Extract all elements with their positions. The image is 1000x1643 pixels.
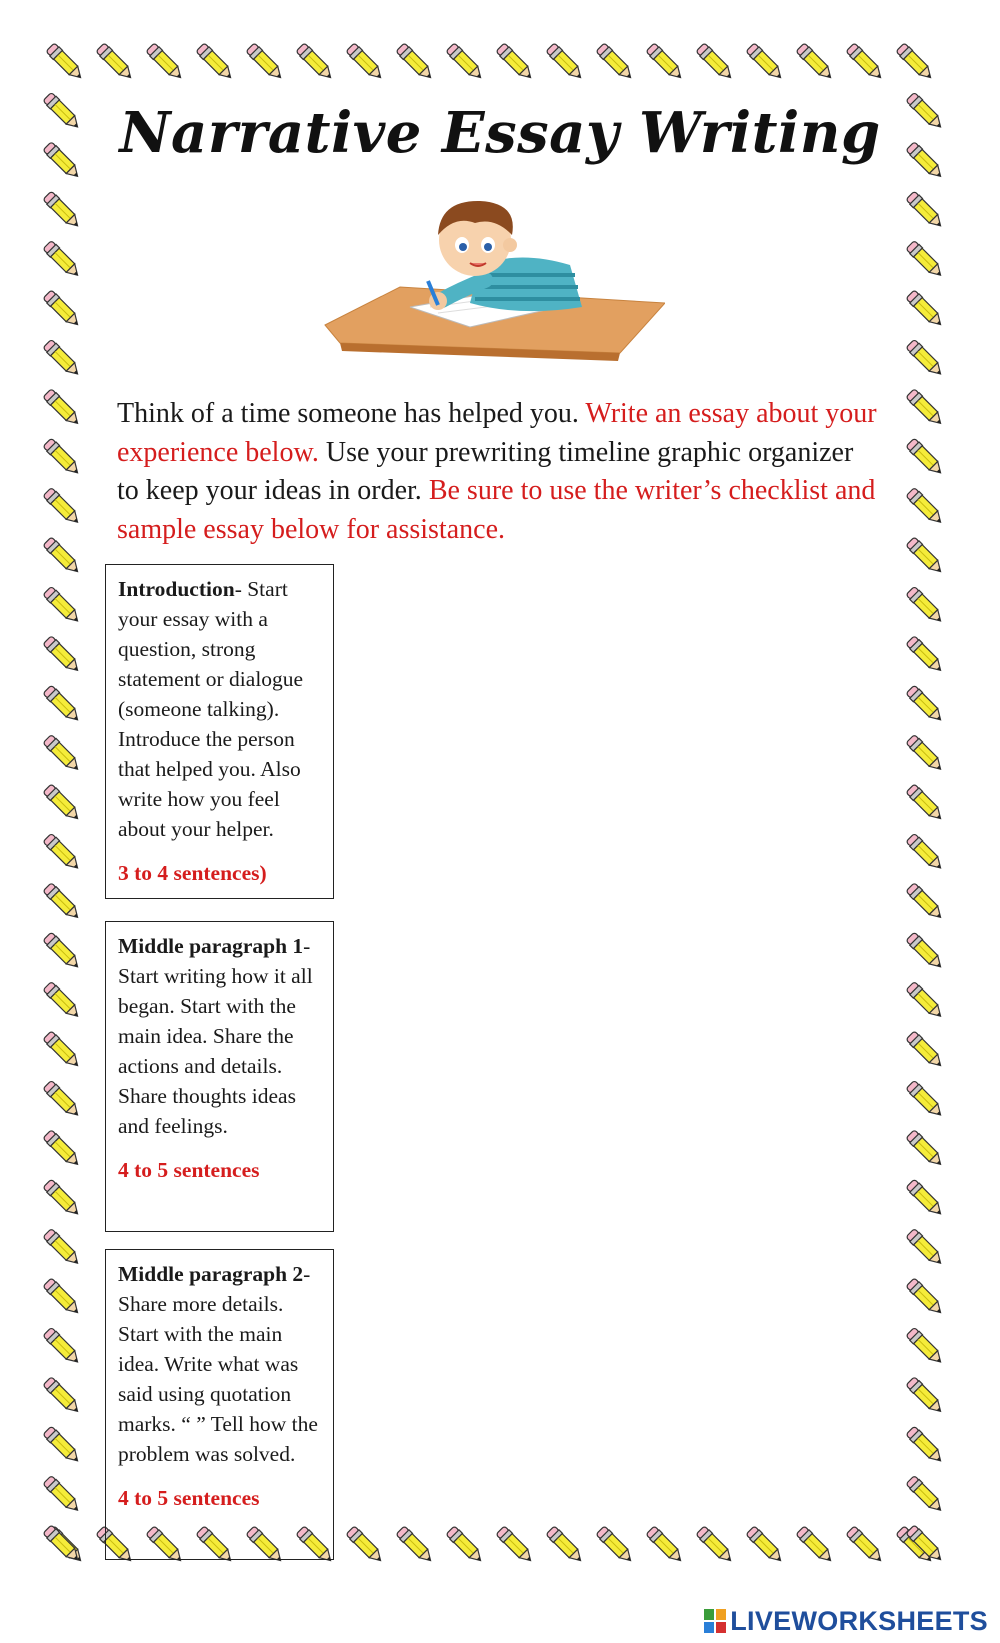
pencil-icon [496,1526,536,1566]
pencil-icon [43,388,83,428]
pencil-icon [906,388,946,428]
pencil-icon [43,1376,83,1416]
pencil-icon [906,240,946,280]
pencil-icon [906,290,946,330]
pencil-icon [906,1376,946,1416]
pencil-icon [43,1525,83,1565]
pencil-icon [446,1526,486,1566]
pencil-icon [906,685,946,725]
box-body: - Start writing how it all began. Start with the main idea. Share the actions and details. Share thoughts ideas and feelings. [118,934,313,1138]
pencil-icon [43,487,83,527]
pencil-icon [346,1526,386,1566]
pencil-icon [46,43,86,83]
pencil-icon [696,1526,736,1566]
pencil-icon [43,1278,83,1318]
pencil-icon [906,932,946,972]
sentence-count: 3 to 4 sentences) [118,861,267,885]
sentence-count: 4 to 5 sentences [118,1158,260,1182]
introduction-box [105,564,334,899]
pencil-icon [906,981,946,1021]
pencil-icon [43,586,83,626]
pencil-icon [43,981,83,1021]
prompt-part-red: Be sure to use the writer’s checklist and sample essay below for assistance. [117,475,876,545]
pencil-icon [796,1526,836,1566]
pencil-icon [906,1426,946,1466]
pencil-icon [396,1526,436,1566]
pencil-icon [146,43,186,83]
pencil-icon [496,43,536,83]
pencil-icon [746,1526,786,1566]
pencil-icon [906,586,946,626]
pencil-icon [746,43,786,83]
pencil-icon [906,1228,946,1268]
pencil-icon [906,537,946,577]
pencil-icon [96,43,136,83]
pencil-icon [446,43,486,83]
pencil-icon [546,43,586,83]
pencil-icon [346,43,386,83]
pencil-icon [43,1327,83,1367]
pencil-icon [43,438,83,478]
liveworksheets-wordmark: LIVEWORKSHEETS [730,1605,988,1636]
pencil-icon [906,1129,946,1169]
pencil-icon [43,882,83,922]
pencil-icon [846,1526,886,1566]
pencil-icon [43,1031,83,1071]
pencil-icon [906,734,946,774]
middle-paragraph-1-box [105,921,334,1232]
box-heading: Introduction [118,577,235,601]
pencil-icon [906,833,946,873]
pencil-icon [906,635,946,675]
worksheet-title: Narrative Essay Writing [119,100,881,166]
pencil-icon [43,734,83,774]
pencil-icon [896,43,936,83]
pencil-icon [906,1080,946,1120]
pencil-icon [43,537,83,577]
pencil-icon [596,1526,636,1566]
prompt-part: Think of a time someone has helped you. [117,398,586,429]
pencil-icon [906,1031,946,1071]
pencil-icon [696,43,736,83]
pencil-icon [906,882,946,922]
box-heading: Middle paragraph 1 [118,934,304,958]
pencil-icon [646,1526,686,1566]
liveworksheets-logo[interactable] [703,1603,988,1639]
pencil-icon [906,487,946,527]
sentence-count: 4 to 5 sentences [118,1486,260,1510]
pencil-icon [906,1475,946,1515]
pencil-icon [396,43,436,83]
prompt-part-red: Write an essay about your experience below. [117,398,877,468]
pencil-icon [906,1327,946,1367]
pencil-icon [43,290,83,330]
pencil-icon [43,932,83,972]
pencil-icon [43,685,83,725]
pencil-icon [43,1228,83,1268]
pencil-icon [43,191,83,231]
box-heading: Middle paragraph 2 [118,1262,304,1286]
pencil-icon [246,43,286,83]
pencil-icon [796,43,836,83]
middle-paragraph-2-box [105,1249,334,1560]
pencil-icon [196,43,236,83]
prompt-part: Use your prewriting timeline graphic organizer to keep your ideas in order. [117,436,854,506]
pencil-icon [906,191,946,231]
pencil-icon [43,1129,83,1169]
pencil-icon [43,1475,83,1515]
pencil-icon [43,1426,83,1466]
pencil-icon [906,1278,946,1318]
pencil-icon [43,833,83,873]
pencil-icon [906,438,946,478]
liveworksheets-icon [703,1608,727,1634]
pencil-icon [906,339,946,379]
box-body: - Start your essay with a question, strong statement or dialogue (someone talking). Introduce the person that helped you. Also write how you feel about your helper. [118,577,304,841]
pencil-icon [43,1179,83,1219]
pencil-icon [906,1179,946,1219]
pencil-icon [43,784,83,824]
pencil-icon [43,240,83,280]
essay-prompt [117,395,877,549]
pencil-icon [296,43,336,83]
pencil-icon [596,43,636,83]
pencil-icon [546,1526,586,1566]
pencil-icon [906,784,946,824]
pencil-icon [43,1080,83,1120]
box-body: - Share more details. Start with the main idea. Write what was said using quotation marks. “ ” Tell how the problem was solved. [118,1262,318,1466]
boy-writing-illustration [320,195,665,375]
pencil-icon [646,43,686,83]
pencil-icon [43,339,83,379]
pencil-icon [846,43,886,83]
pencil-icon [43,635,83,675]
